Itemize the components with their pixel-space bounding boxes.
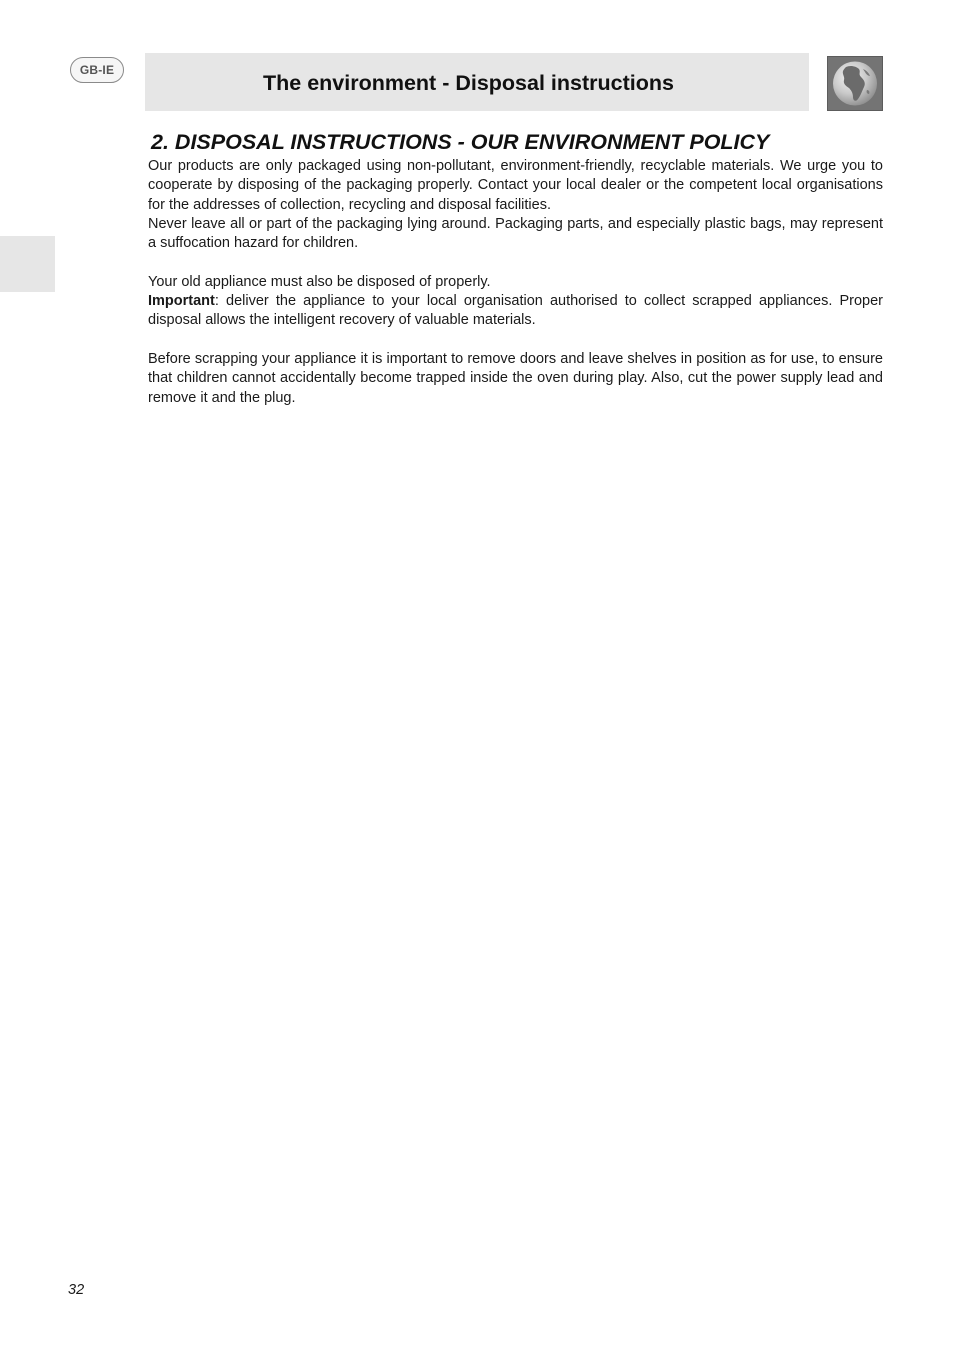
globe-icon: [827, 56, 883, 111]
paragraph-important: [148, 292, 883, 331]
page-number: 32: [68, 1282, 85, 1298]
important-text: : deliver the appliance to your local organisation authorised to collect scrapped appliances. Proper disposal allows the intelligent recovery of valuable materials.: [148, 293, 883, 329]
side-tab: [0, 236, 55, 292]
paragraph-packaging-hazard: Never leave all or part of the packaging lying around. Packaging parts, and especially plastic bags, may represent a suffocation hazard for children.: [148, 215, 883, 252]
page-header: [145, 53, 809, 111]
language-badge: GB-IE: [70, 57, 124, 83]
section-heading: [151, 130, 769, 155]
important-label: Important: [148, 293, 215, 310]
page-title: The environment - Disposal instructions: [263, 70, 674, 95]
section-title: DISPOSAL INSTRUCTIONS - OUR ENVIRONMENT POLICY: [174, 130, 770, 154]
section-number: 2.: [151, 130, 169, 154]
body-content: [148, 157, 883, 408]
paragraph-old-appliance: Your old appliance must also be disposed of properly.: [148, 273, 491, 290]
paragraph-scrapping: Before scrapping your appliance it is important to remove doors and leave shelves in position as for use, to ensure that children cannot accidentally become trapped inside the oven during play. Also, cut the power supply lead and remove it and the plug.: [148, 350, 883, 406]
paragraph-packaging: Our products are only packaged using non-pollutant, environment-friendly, recyclable materials. We urge you to cooperate by disposing of the packaging properly. Contact your local dealer or the competent local organisations for the addresses of collection, recycling and disposal facilities.: [148, 158, 883, 213]
